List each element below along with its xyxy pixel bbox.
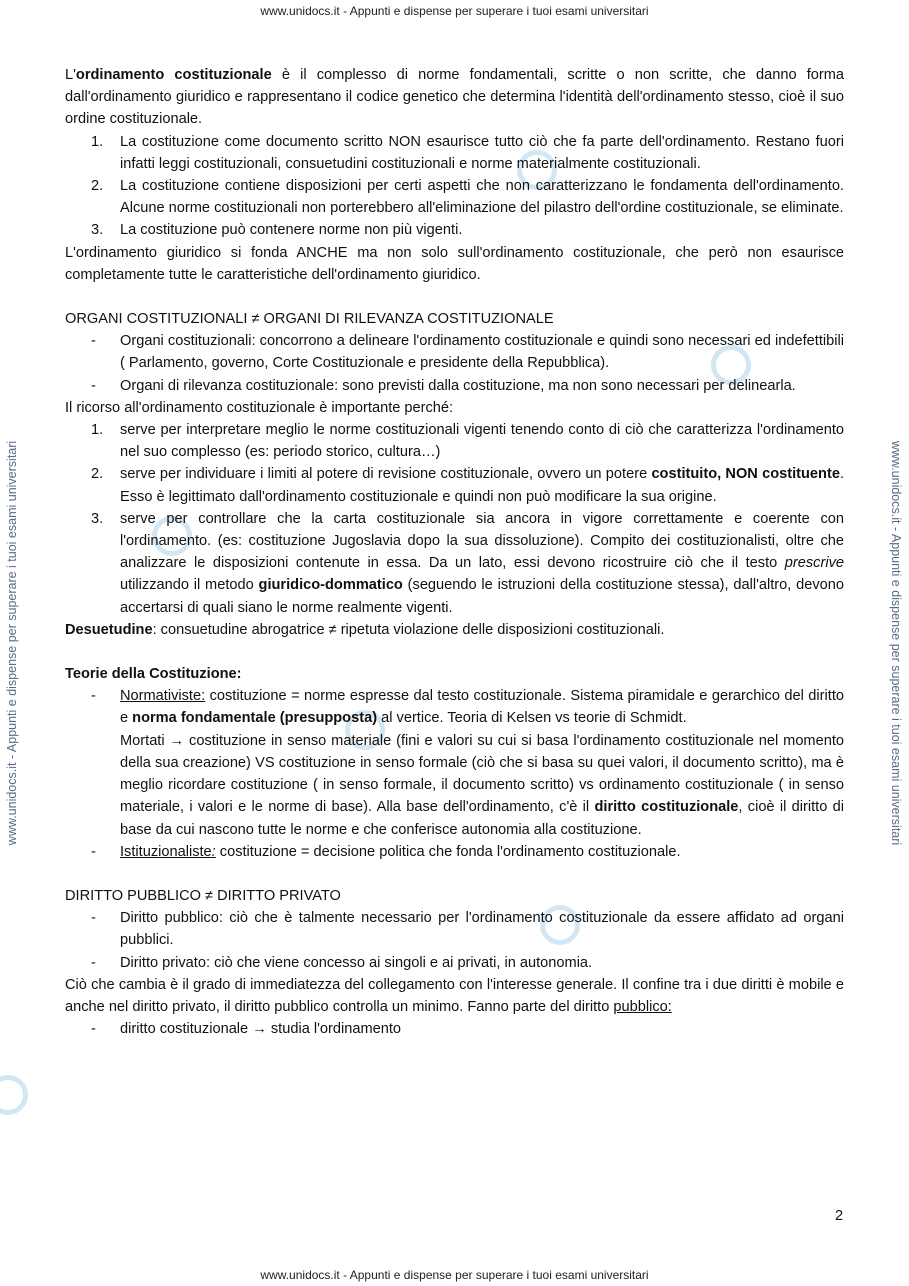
heading-teorie: Teorie della Costituzione: [65,666,242,683]
page-number: 2 [835,1208,844,1224]
heading-organi: ORGANI COSTITUZIONALI ≠ ORGANI DI RILEVANZA COSTITUZIONALE [65,311,554,328]
list-item: 2. La costituzione contiene disposizioni per certi aspetti che non caratterizzano le fondamenta dell'ordinamento. Alcune norme costituzionali non porterebbero all'eliminazione del pilastro dell'ordine costituzionale, se eliminate. [91,178,844,217]
paragraph-ricorso: Il ricorso all'ordinamento costituzionale è importante perché: [65,399,454,416]
watermark-right: www.unidocs.it - Appunti e dispense per superare i tuoi esami universitari [889,440,903,846]
list-item: 2. serve per individuare i limiti al potere di revisione costituzionale, ovvero un potere costituito, NON costituente. Esso è legittimato dall'ordinamento costituzionale e quindi non può modificare la sua origine. [91,466,844,505]
list-item: - Diritto pubblico: ciò che è talmente necessario per l'ordinamento costituzionale da essere affidato ad organi pubblici. [91,910,844,949]
list-item: - Istituzionaliste: costituzione = decisione politica che fonda l'ordinamento costituzionale. [91,843,681,860]
paragraph-ordinamento: L'ordinamento costituzionale è il complesso di norme fondamentali, scritte o non scritte, che danno forma dall'ordinamento giuridico e rappresentano il codice genetico che determina l'identità dell'ordinamento stesso, cioè il suo ordine costituzionale. [65,67,845,128]
paragraph-ordinamento-giuridico: L'ordinamento giuridico si fonda ANCHE ma non solo sull'ordinamento costituzionale, che però non esaurisce completamente tutte le caratteristiche dell'ordinamento giuridico. [65,244,844,283]
list-teorie [65,685,844,863]
list-item: 1. La costituzione come documento scritto NON esaurisce tutto ciò che fa parte dell'ordinamento. Restano fuori infatti leggi costituzionali, consuetudini costituzionali e norme materialmente costituzionali. [91,133,844,172]
list-diritto [65,907,844,974]
document-body [65,64,844,1040]
list-item: 3. La costituzione può contenere norme non più vigenti. [91,222,463,239]
list-ricorso [65,419,844,619]
list-organi [65,330,844,397]
watermark-left: www.unidocs.it - Appunti e dispense per superare i tuoi esami universitari [5,440,19,846]
unidocs-logo-icon [0,1075,28,1115]
list-costituzione [65,131,844,242]
list-item: - Diritto privato: ciò che viene concesso ai singoli e ai privati, in autonomia. [91,954,593,971]
list-item: - Organi costituzionali: concorrono a delineare l'ordinamento costituzionale e quindi sono necessari ed indefettibili ( Parlamento, governo, Corte Costituzionale e presidente della Repubblica). [91,333,844,372]
list-item: 3. serve per controllare che la carta costituzionale sia ancora in vigore correttamente e coerente con l'ordinamento. (es: costituzione Jugoslavia dopo la sua dissoluzione). Compito dei costituzionalisti, oltre che analizzare le disposizioni contenute in essa. Da un lato, essi devono ricostruire ciò che il testo prescrive utilizzando il metodo giuridico-dommatico (seguendo le istruzioni della costituzione stessa), dall'altro, devono accertarsi di quali siano le norme realmente vigenti. [91,510,844,616]
paragraph-desuetudine: Desuetudine: consuetudine abrogatrice ≠ ripetuta violazione delle disposizioni costituzionali. [65,621,665,638]
list-item: - diritto costituzionale → studia l'ordinamento [91,1021,402,1038]
heading-diritto: DIRITTO PUBBLICO ≠ DIRITTO PRIVATO [65,887,341,904]
list-item: - Normativiste: costituzione = norme espresse dal testo costituzionale. Sistema piramidale e gerarchico del diritto e norma fondamentale (presupposta) al vertice. Teoria di Kelsen vs teorie di Schmidt. Mortati → costituzione in senso materiale (fini e valori su cui si basa l'ordinamento costituzionale nel momento della sua creazione) VS costituzione in senso formale (ciò che si basa su quei valori, il documento scritto), ma è meglio ricordare costituzione ( in senso formale, il documento scritto) vs ordinamento costituzionale ( in senso materiale, i valori e le norme di base). Alla base dell'ordinamento, c'è il diritto costituzionale, cioè il diritto di base da cui nascono tutte le norme e che conferisce autonomia alla costituzione. [91,688,844,838]
list-item: - Organi di rilevanza costituzionale: sono previsti dalla costituzione, ma non sono necessari per delinearla. [91,377,796,394]
watermark-bottom: www.unidocs.it - Appunti e dispense per superare i tuoi esami universitari [260,1268,649,1282]
watermark-top: www.unidocs.it - Appunti e dispense per superare i tuoi esami universitari [260,4,649,18]
paragraph-immediatezza: Ciò che cambia è il grado di immediatezza del collegamento con l'interesse generale. Il confine tra i due diritti è mobile e anche nel diritto privato, il diritto pubblico controlla un minimo. Fanno parte del diritto pubblico: [65,976,844,1015]
list-item: 1. serve per interpretare meglio le norme costituzionali vigenti tenendo conto di ciò che caratterizza l'ordinamento nel suo complesso (es: periodo storico, cultura…) [91,422,844,461]
